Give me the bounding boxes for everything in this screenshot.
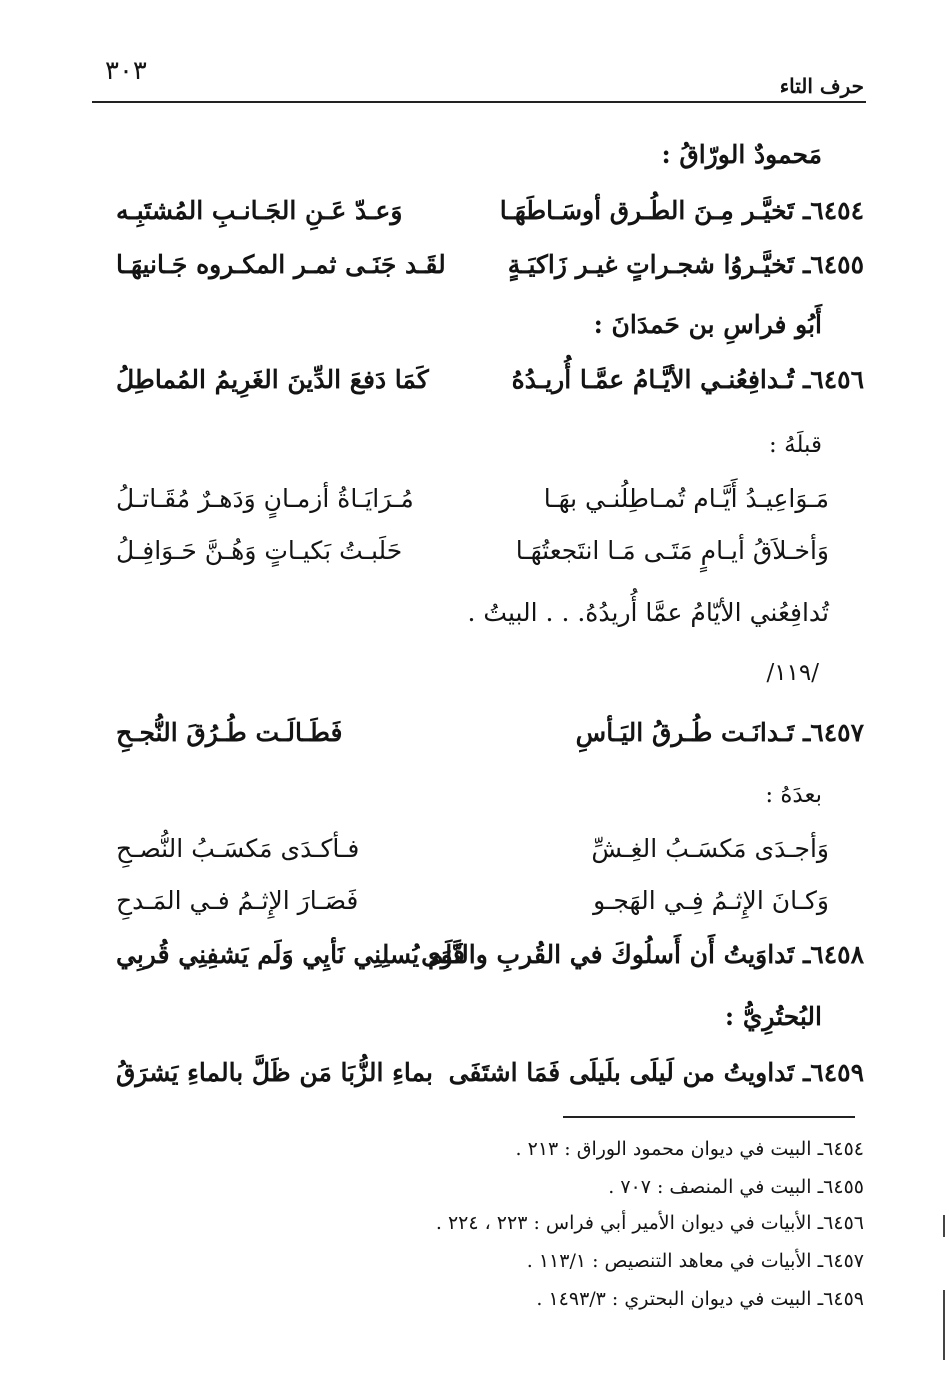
verse-hemistich-second: لقَـد جَنَـى ثمـر المكـروه جَـانيهَـا xyxy=(116,250,446,279)
footnote: ٦٤٥٧ـ الأبيات في معاهد التنصيص : ١١٣/١ . xyxy=(526,1250,864,1272)
verse-hemistich-second: فَطَـالَـت طُـرُقَ النُّجـحِ xyxy=(116,718,343,747)
verse-hemistich-first: ٦٤٥٤ـ تَخيَّـر مِـنَ الطُـرق أوسَـاطَهَـا xyxy=(499,196,864,225)
poet-name: البُحتُرِيُّ : xyxy=(724,1002,822,1031)
verse-hemistich-first: وَكـانَ الإِثـمُ فِـي الهَجـو xyxy=(593,886,829,915)
verse-hemistich-second: فَلَم يُسلِنِي نَأيِي وَلَم يَشفِنِي قُربِي xyxy=(116,940,465,969)
verse-hemistich-first: ٦٤٥٧ـ تَـدانَـت طُـرقُ اليَـأسِ xyxy=(575,718,864,747)
footnote: ٦٤٥٥ـ البيت في المنصف : ٧٠٧ . xyxy=(608,1176,864,1198)
page-number: ٣٠٣ xyxy=(105,56,147,86)
verse-hemistich-first: ٦٤٥٥ـ تَخيَّـروُا شجـراتٍ غيـر زَاكيَـةٍ xyxy=(507,250,864,279)
verse-hemistich-first: ٦٤٥٨ـ تَداوَيتُ أَن أَسلُوكَ في القُربِ والنَّوَى xyxy=(421,940,864,969)
note-before: قبلَهُ : xyxy=(769,432,822,458)
verse-hemistich-first: مَـوَاعِيـدُ أَيَّـام تُمـاطِلُنـي بهَـا xyxy=(543,484,829,513)
verse-hemistich-second: كَمَا دَفعَ الدِّينَ الغَرِيمُ المُماطِلُ xyxy=(116,365,429,394)
verse-hemistich-second: وَعـدّ عَـنِ الجَـانـبِ المُشتَبِـه xyxy=(116,196,403,225)
footnote: ٦٤٥٦ـ الأبيات في ديوان الأمير أبي فراس : ٢٢٣ ، ٢٢٤ . xyxy=(435,1212,864,1234)
verse-reference: تُدافِعُني الأيّامُ عمَّا أُريدُهُ. . . البيتُ . xyxy=(467,598,829,627)
verse-hemistich-first: وَأجـدَى مَكسَـبُ الغِـشِّ xyxy=(591,834,829,863)
scan-edge-mark xyxy=(943,1290,945,1360)
poet-name: مَحمودٌ الورّاقُ : xyxy=(661,140,822,169)
footnote: ٦٤٥٩ـ البيت في ديوان البحتري : ١٤٩٣/٣ . xyxy=(536,1288,864,1310)
verse-hemistich-second: حَلَبـتُ بَكيـاتٍ وَهُـنَّ حَـوَافِـلُ xyxy=(116,536,403,565)
footnote: ٦٤٥٤ـ البيت في ديوان محمود الوراق : ٢١٣ . xyxy=(515,1138,864,1160)
verse-hemistich-second: مُـرَايَـاةُ أزمـانٍ وَدَهـرٌ مُقَـاتـلُ xyxy=(116,484,414,513)
footnote-rule xyxy=(563,1116,855,1118)
page-reference: /١١٩/ xyxy=(766,660,819,686)
verse-hemistich-first: ٦٤٥٦ـ تُـدافِعُنـي الأيَّـامُ عمَّـا أُريـدُهُ xyxy=(511,365,864,394)
verse-hemistich-first: وَأخـلاَقُ أيـامٍ مَتَـى مَـا انتَجعتُهَـا xyxy=(515,536,829,565)
verse-hemistich-second: فَصَـارَ الإِثـمُ فـي المَـدحِ xyxy=(116,886,359,915)
page-header: حرف التاء xyxy=(779,74,864,98)
verse-hemistich-second: فـأكـدَى مَكسَـبُ النُّصـحِ xyxy=(116,834,360,863)
verse-hemistich-second: بماءِ الزُّبَا مَن ظَلَّ بالماءِ يَشرَقُ xyxy=(116,1058,433,1087)
poet-name: أَبُو فراسِ بن حَمدَانَ : xyxy=(593,310,822,339)
scan-edge-mark xyxy=(943,1215,945,1237)
note-after: بعدَهُ : xyxy=(765,782,822,808)
header-rule xyxy=(92,101,866,103)
verse-hemistich-first: ٦٤٥٩ـ تَداويتُ من لَيلَى بلَيلَى فَمَا اشتَفَى xyxy=(448,1058,864,1087)
